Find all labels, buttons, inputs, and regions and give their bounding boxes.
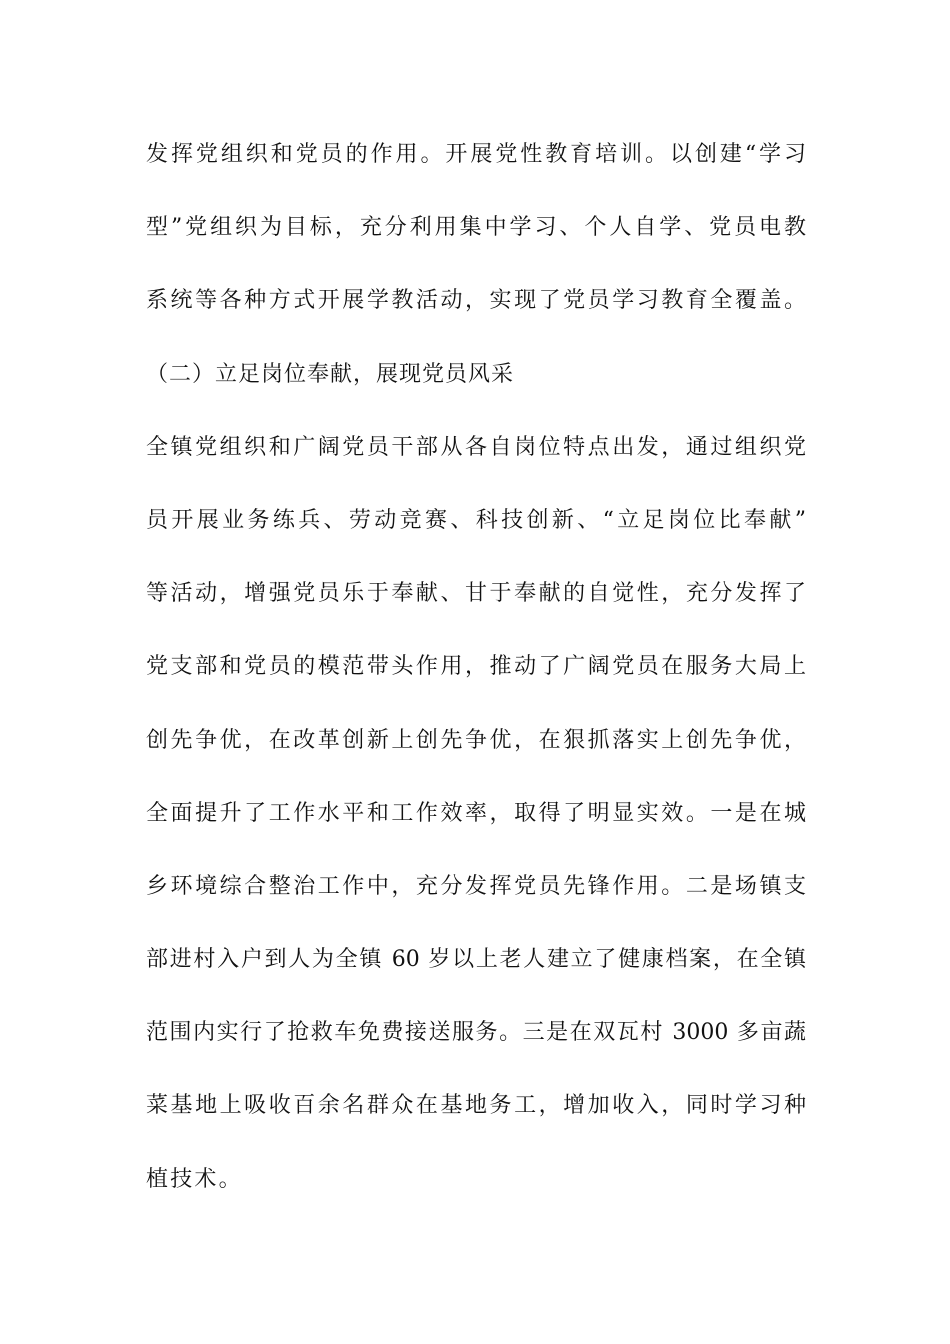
body-text (146, 130, 806, 1228)
text-line: 范围内实行了抢救车免费接送服务。三是在双瓦村 3000 多亩蔬 (146, 1020, 806, 1046)
text-line: 发挥党组织和党员的作用。开展党性教育培训。以创建“学习 (146, 142, 806, 167)
text-line: 创先争优，在改革创新上创先争优，在狠抓落实上创先争优， (146, 727, 806, 753)
text-line: 等活动，增强党员乐于奉献、甘于奉献的自觉性，充分发挥了 (146, 581, 806, 607)
text-line: 乡环境综合整治工作中，充分发挥党员先锋作用。二是场镇支 (146, 873, 806, 899)
text-line: 植技术。 (146, 1166, 243, 1192)
text-line: 全面提升了工作水平和工作效率，取得了明显实效。一是在城 (146, 800, 806, 826)
text-line: 员开展业务练兵、劳动竞赛、科技创新、“立足岗位比奉献” (146, 507, 806, 533)
text-line: 型”党组织为目标，充分利用集中学习、个人自学、党员电教 (146, 215, 806, 241)
section-heading: （二）立足岗位奉献，展现党员风采 (146, 361, 515, 387)
text-line: 系统等各种方式开展学教活动，实现了党员学习教育全覆盖。 (146, 288, 806, 314)
text-line: 部进村入户到人为全镇 60 岁以上老人建立了健康档案，在全镇 (146, 947, 806, 973)
text-line: 党支部和党员的模范带头作用，推动了广阔党员在服务大局上 (146, 654, 806, 680)
text-line: 全镇党组织和广阔党员干部从各自岗位特点出发，通过组织党 (146, 434, 806, 460)
text-line: 菜基地上吸收百余名群众在基地务工，增加收入，同时学习种 (146, 1093, 806, 1119)
